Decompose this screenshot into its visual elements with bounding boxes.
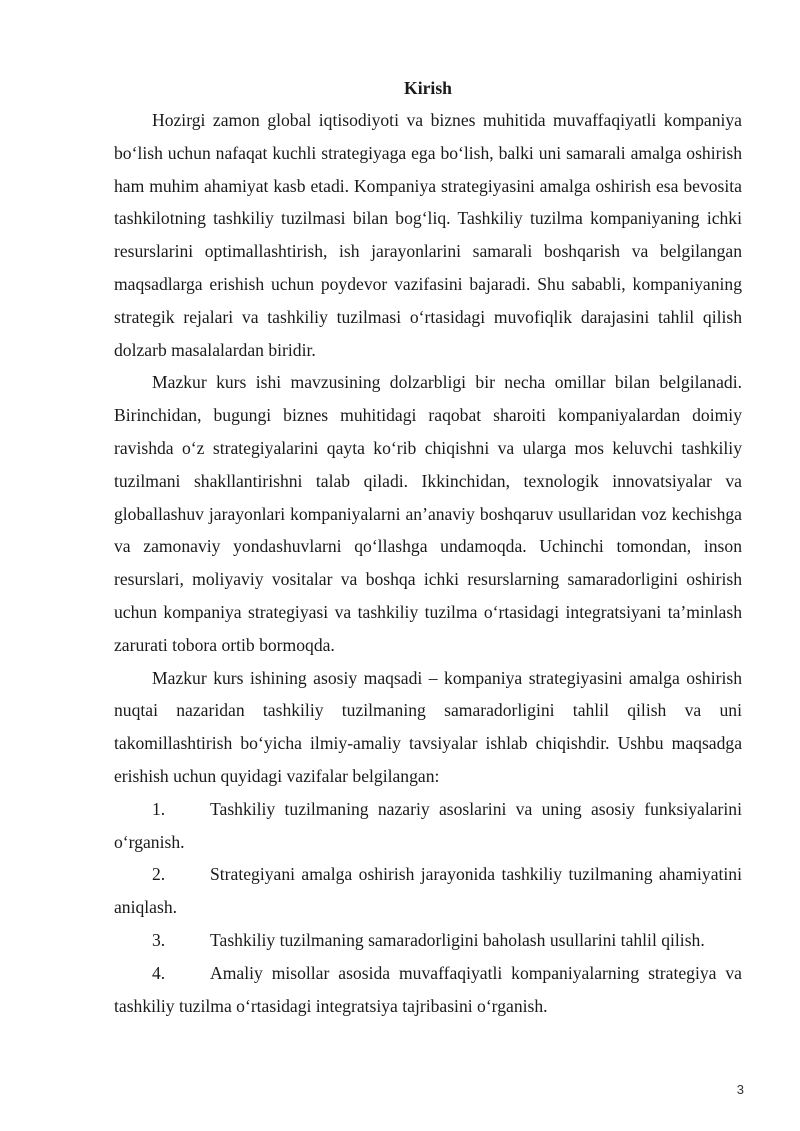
list-item — [114, 957, 742, 1023]
list-item-text: Tashkiliy tuzilmaning nazariy asoslarini va uning asosiy funksiyalarini o‘rganish. — [114, 798, 742, 852]
document-title: Kirish — [404, 78, 452, 98]
list-item-text: Amaliy misollar asosida muvaffaqiyatli kompaniyalarning strategiya va tashkiliy tuzilma o‘rtasidagi integratsiya tajribasini o‘rganish. — [114, 962, 742, 1016]
list-item-number: 4. — [152, 962, 166, 983]
list-item-number: 3. — [152, 929, 166, 950]
paragraph: Hozirgi zamon global iqtisodiyoti va biznes muhitida muvaffaqiyatli kompaniya bo‘lish uchun nafaqat kuchli strategiyaga ega bo‘lish, balki uni samarali amalga oshirish ham muhim ahamiyat kasb etadi. Kompaniya strategiyasini amalga oshirish esa bevosita tashkilotning tashkiliy tuzilmasi bilan bog‘liq. Tashkiliy tuzilma kompaniyaning ichki resurslarini optimallashtirish, ish jarayonlarini samarali boshqarish va belgilangan maqsadlarga erishish uchun poydevor vazifasini bajaradi. Shu sababli, kompaniyaning strategik rejalari va tashkiliy tuzilmasi o‘rtasidagi muvofiqlik darajasini tahlil qilish dolzarb masalalardan biridir. — [114, 110, 742, 360]
list-item-number: 1. — [152, 798, 166, 819]
list-item-text: Tashkiliy tuzilmaning samaradorligini baholash usullarini tahlil qilish. — [210, 929, 705, 950]
task-list — [114, 793, 742, 1023]
list-item — [114, 793, 742, 859]
paragraph: Mazkur kurs ishining asosiy maqsadi – kompaniya strategiyasini amalga oshirish nuqtai nazaridan tashkiliy tuzilmaning samaradorligini tahlil qilish va uni takomillashtirish bo‘yicha ilmiy-amaliy tavsiyalar ishlab chiqishdir. Ushbu maqsadga erishish uchun quyidagi vazifalar belgilangan: — [114, 667, 742, 786]
list-item-text: Strategiyani amalga oshirish jarayonida tashkiliy tuzilmaning ahamiyatini aniqlash. — [114, 864, 742, 918]
page-number: 3 — [736, 1082, 744, 1097]
list-item — [114, 924, 742, 957]
list-item-number: 2. — [152, 864, 166, 885]
list-item — [114, 858, 742, 924]
document-page — [114, 72, 742, 1022]
paragraph: Mazkur kurs ishi mavzusining dolzarbligi bir necha omillar bilan belgilanadi. Birinchidan, bugungi biznes muhitidagi raqobat sharoiti kompaniyalardan doimiy ravishda o‘z strategiyalarini qayta ko‘rib chiqishni va ularga mos keluvchi tashkiliy tuzilmani shakllantirishni talab qiladi. Ikkinchidan, texnologik innovatsiyalar va globallashuv jarayonlari kompaniyalarni an’anaviy boshqaruv usullaridan voz kechishga va zamonaviy yondashuvlarni qo‘llashga undamoqda. Uchinchi tomondan, inson resurslari, moliyaviy vositalar va boshqa ichki resurslarning samaradorligini oshirish uchun kompaniya strategiyasi va tashkiliy tuzilma o‘rtasidagi integratsiyani ta’minlash zarurati tobora ortib bormoqda. — [114, 372, 742, 655]
